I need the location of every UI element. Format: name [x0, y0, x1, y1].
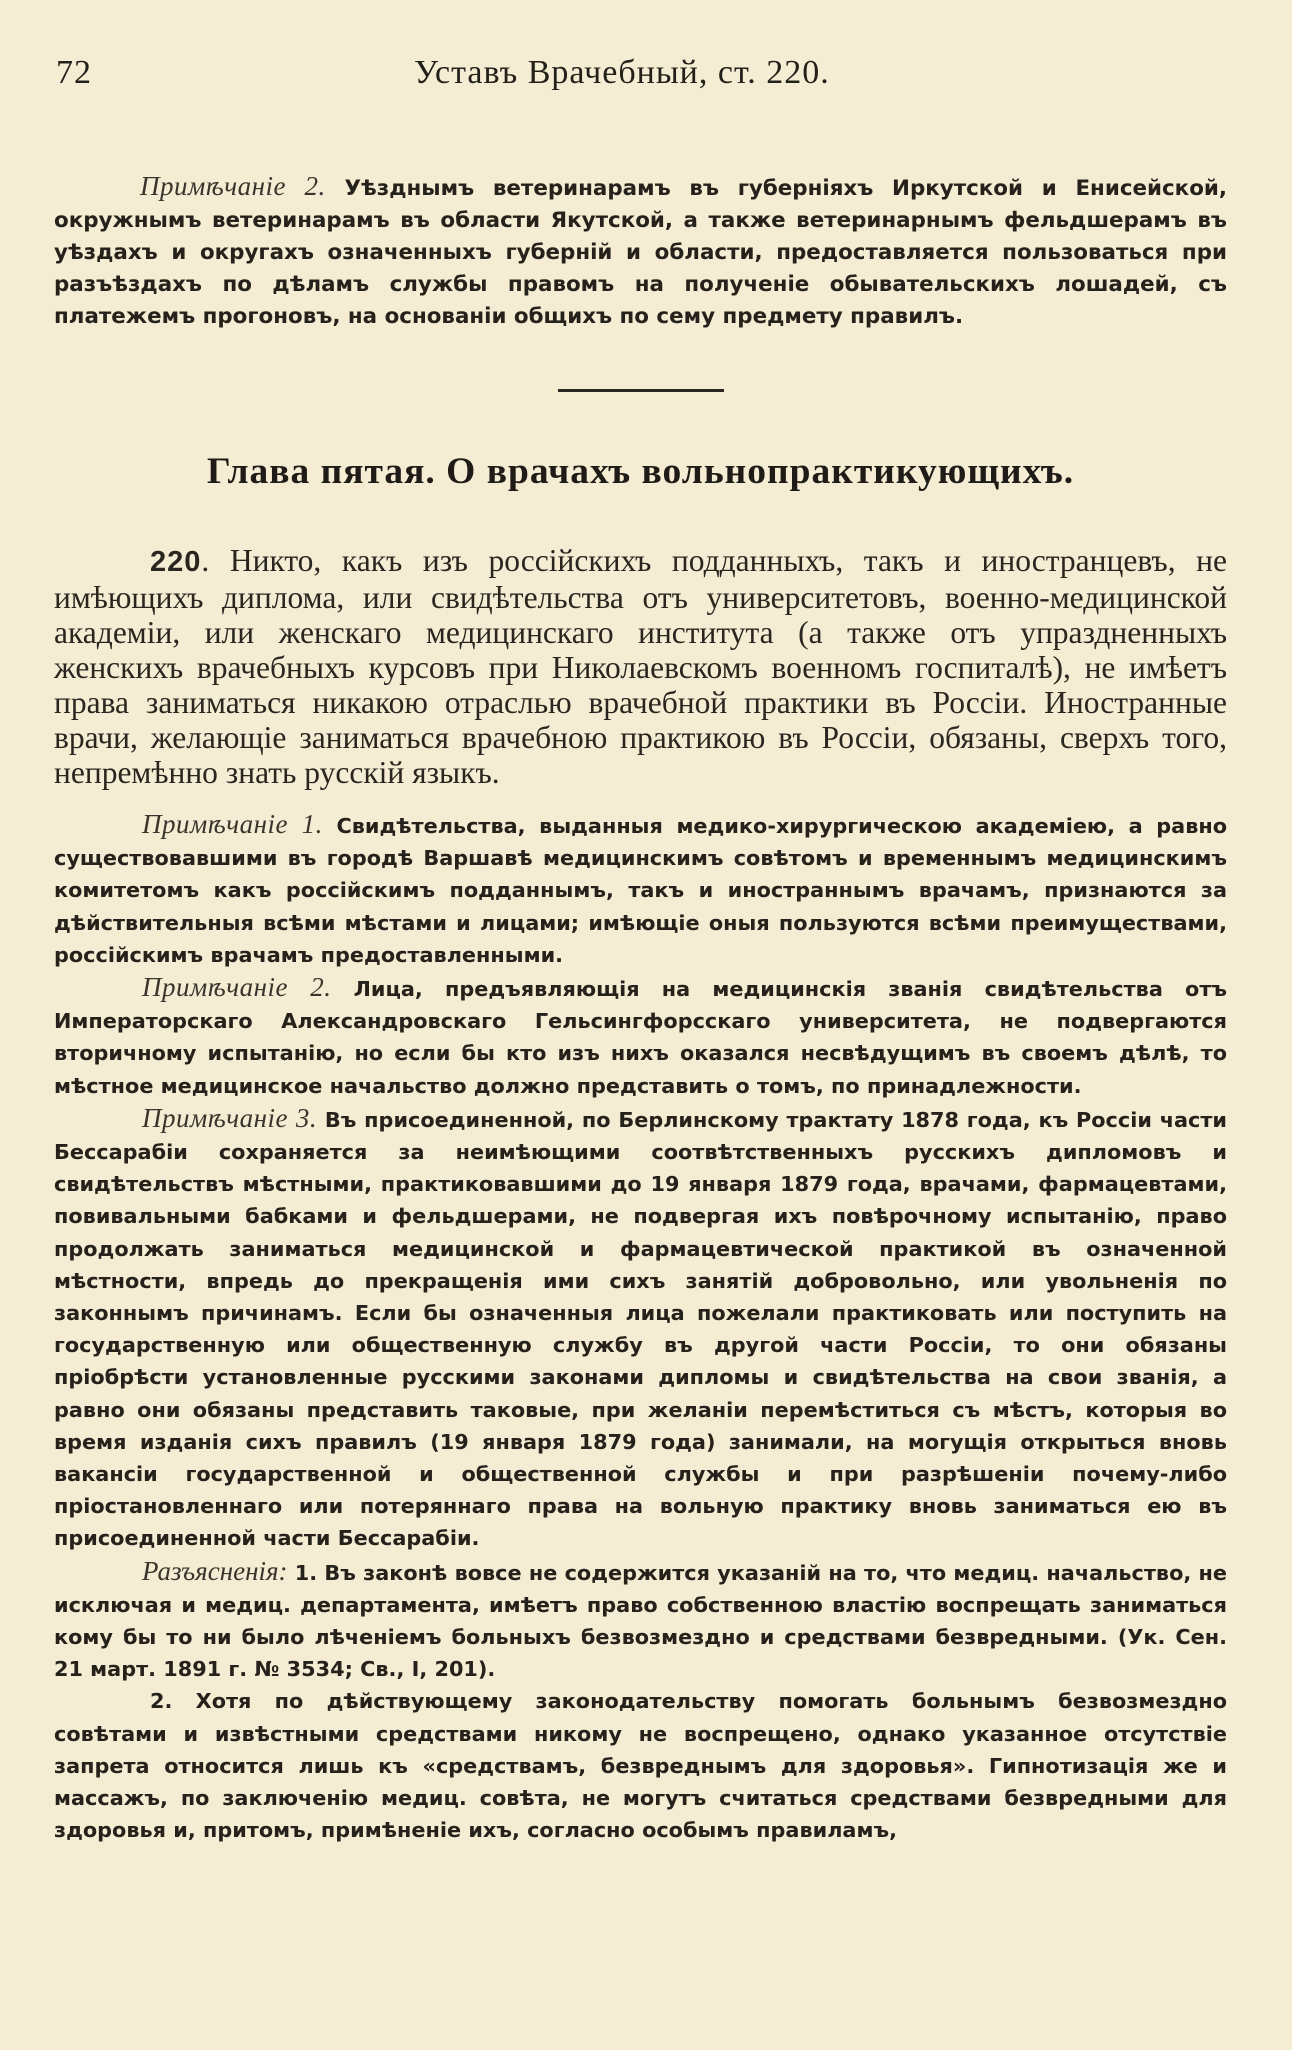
page-number: 72 [56, 54, 92, 91]
note-3 [54, 1102, 1227, 1555]
explanations-2 [54, 1685, 1227, 1846]
running-head [54, 48, 1227, 102]
note-text: Въ присоединенной, по Берлинскому трактату 1878 года, къ Россіи части Бессарабіи сохраняется за неимѣющими соотвѣтственныхъ русскихъ дипломовъ и свидѣтельствъ мѣстными, практиковавшими до 19 января 1879 года, врачами, фармацевтами, повивальными бабками и фельдшерами, не подвергая ихъ повѣрочному испытанію, право продолжать заниматься медицинской и фармацевтической практикой въ означенной мѣстности, впредь до прекращенія ими сихъ занятій добровольно, или увольненія по законнымъ причинамъ. Если бы означенныя лица пожелали практиковать или поступить на государственную или общественную службу въ другой части Россіи, то они обязаны пріобрѣсти установленные русскими законами дипломы и свидѣтельства на свои званія, а равно они обязаны представить таковые, при желаніи перемѣститься съ мѣстъ, которыя во время изданія сихъ правилъ (19 января 1879 года) занимали, на могущія открыться вновь вакансіи государственной и общественной службы и при разрѣшеніи почему-либо пріостановленнаго или потеряннаго права на вольную практику вновь заниматься ею въ присоединенной части Бессарабіи. [54, 1107, 1227, 1551]
notes-block [54, 808, 1227, 1847]
running-title: Уставъ Врачебный, ст. 220. [414, 54, 830, 91]
note-label: Примѣчаніе 3. [142, 1102, 318, 1133]
note-text: Лица, предъявляющія на медицинскія званія свидѣтельства отъ Императорскаго Александровскаго Гельсингфорсскаго университета, не подвергаются вторичному испытанію, но если бы кто изъ нихъ оказался несвѣдущимъ въ своемъ дѣлѣ, то мѣстное медицинское начальство должно представить о томъ, по принадлежности. [54, 977, 1228, 1098]
explanation-text: 1. Въ законѣ вовсе не содержится указаній на то, что медиц. начальство, не исключая и медиц. департамента, имѣетъ право собственною властію воспрещать заниматься кому бы то ни было лѣченіемъ больныхъ безвозмездно и средствами безвредными. (Ук. Сен. 21 март. 1891 г. № 3534; Св., I, 201). [54, 1560, 1227, 1682]
top-note [54, 170, 1227, 333]
explanation-text: 2. Хотя по дѣйствующему законодательству помогать больнымъ безвозмездно совѣтами и извѣстными средствами никому не воспрещено, однако указанное отсутствіе запрета относится лишь къ «средствамъ, безвреднымъ для здоровья». Гипнотизація же и массажъ, по заключенію медиц. совѣта, не могутъ считаться средствами безвредными для здоровья и, притомъ, примѣненіе ихъ, согласно особымъ правиламъ, [54, 1689, 1227, 1843]
chapter-title: Глава пятая. О врачахъ вольнопрактикующихъ. [206, 451, 1075, 492]
note-text: Уѣзднымъ ветеринарамъ въ губерніяхъ Иркутской и Енисейской, окружнымъ ветеринарамъ въ области Якутской, а также ветеринарнымъ фельдшерамъ въ уѣздахъ и округахъ означенныхъ губерній и области, предоставляется пользоваться при разъѣздахъ по дѣламъ службы правомъ на полученіе обывательскихъ лошадей, съ платежемъ прогоновъ, на основаніи общихъ по сему предмету правилъ. [54, 176, 1228, 329]
explanations-label: Разъясненія: [142, 1555, 288, 1586]
article-text: . Никто, какъ изъ россійскихъ подданныхъ, такъ и иностранцевъ, не имѣющихъ диплома, или свидѣтельства отъ университетовъ, военно-медицинской академіи, или женскаго медицинскаго института (а также отъ упраздненныхъ женскихъ врачебныхъ курсовъ при Николаевскомъ военномъ госпиталѣ), не имѣетъ права заниматься никакою отраслью врачебной практики въ Россіи. Иностранные врачи, желающіе заниматься врачебною практикою въ Россіи, обязаны, сверхъ того, непремѣнно знать русскій языкъ. [54, 543, 1227, 790]
note-1 [54, 808, 1227, 971]
note-2 [54, 971, 1227, 1102]
article-220 [54, 543, 1227, 790]
note-label: Примѣчаніе 2. [142, 972, 332, 1003]
section-divider [558, 389, 724, 392]
note-label: Примѣчаніе 1. [142, 809, 323, 839]
explanations-1 [54, 1555, 1227, 1686]
note-label: Примѣчаніе 2. [140, 171, 326, 201]
note-text: Свидѣтельства, выданныя медико-хирургическою академіею, а равно существовавшими въ городѣ Варшавѣ медицинскимъ совѣтомъ и временнымъ медицинскимъ комитетомъ какъ россійскимъ подданнымъ, такъ и иностраннымъ врачамъ, признаются за дѣйствительныя всѣми мѣстами и лицами; имѣющіе оныя пользуются всѣми преимуществами, россійскимъ врачамъ предоставленными. [54, 814, 1228, 967]
article-number: 220 [150, 546, 202, 578]
